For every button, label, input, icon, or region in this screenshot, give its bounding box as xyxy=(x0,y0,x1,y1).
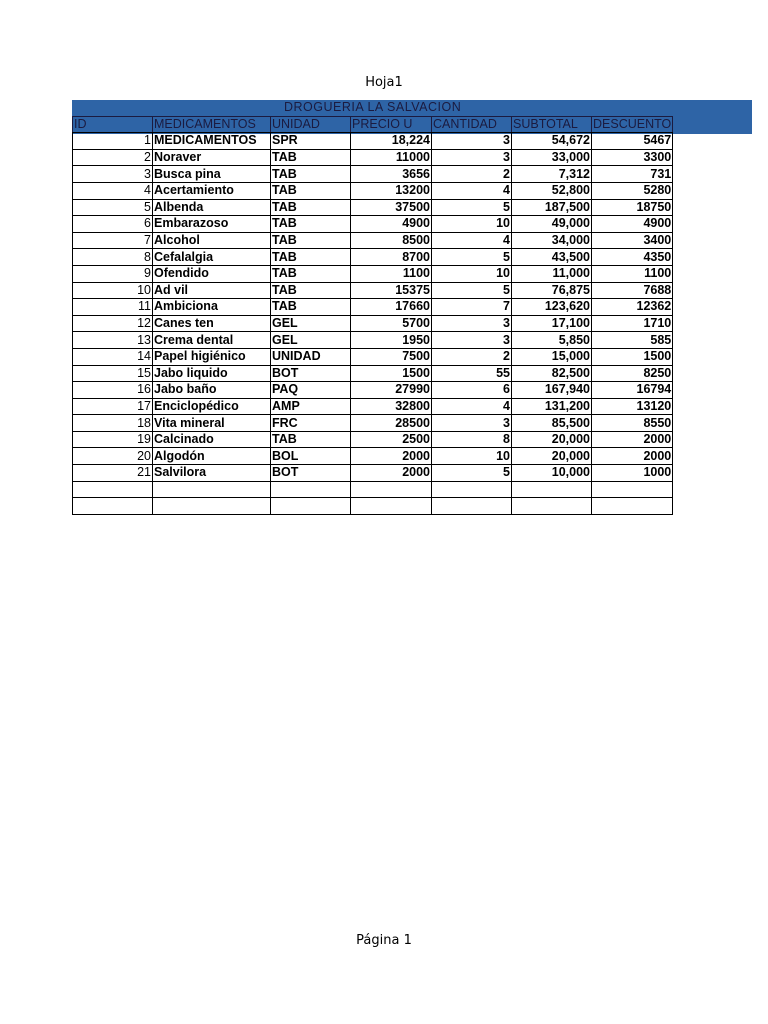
cell-id[interactable]: 9 xyxy=(73,265,153,282)
cell-unidad[interactable]: FRC xyxy=(271,415,351,432)
empty-cell[interactable] xyxy=(512,481,592,498)
cell-medicamento[interactable]: Embarazoso xyxy=(153,216,271,233)
cell-medicamento[interactable]: Ambiciona xyxy=(153,299,271,316)
cell-id[interactable]: 6 xyxy=(73,216,153,233)
table-row xyxy=(73,149,673,166)
cell-cantidad[interactable]: 3 xyxy=(432,149,512,166)
cell-unidad[interactable]: TAB xyxy=(271,249,351,266)
empty-cell[interactable] xyxy=(592,481,673,498)
cell-subtotal[interactable]: 54,672 xyxy=(512,133,592,150)
cell-subtotal[interactable]: 10,000 xyxy=(512,465,592,482)
cell-cantidad[interactable]: 8 xyxy=(432,431,512,448)
cell-unidad[interactable]: SPR xyxy=(271,133,351,150)
cell-subtotal[interactable]: 5,850 xyxy=(512,332,592,349)
cell-unidad[interactable]: TAB xyxy=(271,232,351,249)
cell-cantidad[interactable]: 5 xyxy=(432,249,512,266)
cell-precio-u[interactable]: 28500 xyxy=(351,415,432,432)
cell-medicamento[interactable]: Jabo baño xyxy=(153,382,271,399)
cell-unidad[interactable]: TAB xyxy=(271,299,351,316)
table-row xyxy=(73,365,673,382)
table-row xyxy=(73,465,673,482)
cell-subtotal[interactable]: 187,500 xyxy=(512,199,592,216)
cell-precio-u[interactable]: 17660 xyxy=(351,299,432,316)
cell-descuento[interactable]: 585 xyxy=(592,332,673,349)
cell-medicamento[interactable]: Papel higiénico xyxy=(153,348,271,365)
cell-subtotal[interactable]: 49,000 xyxy=(512,216,592,233)
empty-cell[interactable] xyxy=(271,498,351,515)
cell-id[interactable]: 3 xyxy=(73,166,153,183)
cell-id[interactable]: 21 xyxy=(73,465,153,482)
cell-descuento[interactable]: 5280 xyxy=(592,182,673,199)
empty-cell[interactable] xyxy=(73,498,153,515)
cell-cantidad[interactable]: 10 xyxy=(432,216,512,233)
cell-medicamento[interactable]: Ofendido xyxy=(153,265,271,282)
cell-subtotal[interactable]: 7,312 xyxy=(512,166,592,183)
cell-medicamento[interactable]: Algodón xyxy=(153,448,271,465)
cell-medicamento[interactable]: Busca pina xyxy=(153,166,271,183)
cell-descuento[interactable]: 16794 xyxy=(592,382,673,399)
cell-cantidad[interactable]: 5 xyxy=(432,199,512,216)
empty-cell[interactable] xyxy=(351,481,432,498)
cell-subtotal[interactable]: 167,940 xyxy=(512,382,592,399)
cell-unidad[interactable]: TAB xyxy=(271,149,351,166)
cell-medicamento[interactable]: Crema dental xyxy=(153,332,271,349)
cell-unidad[interactable]: TAB xyxy=(271,182,351,199)
cell-medicamento[interactable]: Jabo liquido xyxy=(153,365,271,382)
header-id[interactable]: ID xyxy=(73,116,153,133)
cell-medicamento[interactable]: Salvilora xyxy=(153,465,271,482)
cell-subtotal[interactable]: 20,000 xyxy=(512,448,592,465)
cell-unidad[interactable]: BOT xyxy=(271,465,351,482)
cell-cantidad[interactable]: 4 xyxy=(432,398,512,415)
empty-cell[interactable] xyxy=(153,481,271,498)
cell-medicamento[interactable]: Calcinado xyxy=(153,431,271,448)
cell-cantidad[interactable]: 5 xyxy=(432,282,512,299)
cell-id[interactable]: 7 xyxy=(73,232,153,249)
cell-precio-u[interactable]: 8500 xyxy=(351,232,432,249)
cell-descuento[interactable]: 8550 xyxy=(592,415,673,432)
table-title: DROGUERIA LA SALVACION xyxy=(73,100,673,116)
cell-cantidad[interactable]: 2 xyxy=(432,166,512,183)
cell-cantidad[interactable]: 2 xyxy=(432,348,512,365)
cell-subtotal[interactable]: 52,800 xyxy=(512,182,592,199)
cell-precio-u[interactable]: 7500 xyxy=(351,348,432,365)
cell-medicamento[interactable]: Cefalalgia xyxy=(153,249,271,266)
cell-subtotal[interactable]: 76,875 xyxy=(512,282,592,299)
cell-id[interactable]: 10 xyxy=(73,282,153,299)
cell-medicamento[interactable]: Enciclopédico xyxy=(153,398,271,415)
cell-subtotal[interactable]: 17,100 xyxy=(512,315,592,332)
cell-unidad[interactable]: BOT xyxy=(271,365,351,382)
cell-id[interactable]: 17 xyxy=(73,398,153,415)
cell-precio-u[interactable]: 32800 xyxy=(351,398,432,415)
cell-precio-u[interactable]: 3656 xyxy=(351,166,432,183)
cell-subtotal[interactable]: 123,620 xyxy=(512,299,592,316)
cell-id[interactable]: 12 xyxy=(73,315,153,332)
table-row xyxy=(73,249,673,266)
cell-medicamento[interactable]: Ad vil xyxy=(153,282,271,299)
cell-precio-u[interactable]: 1100 xyxy=(351,265,432,282)
table-row xyxy=(73,232,673,249)
cell-medicamento[interactable]: Acertamiento xyxy=(153,182,271,199)
cell-descuento[interactable]: 4900 xyxy=(592,216,673,233)
cell-unidad[interactable]: TAB xyxy=(271,282,351,299)
cell-medicamento[interactable]: Albenda xyxy=(153,199,271,216)
cell-descuento[interactable]: 7688 xyxy=(592,282,673,299)
table-row xyxy=(73,382,673,399)
cell-id[interactable]: 20 xyxy=(73,448,153,465)
cell-descuento[interactable]: 3400 xyxy=(592,232,673,249)
sheet-name: Hoja1 xyxy=(365,75,403,90)
cell-precio-u[interactable]: 13200 xyxy=(351,182,432,199)
table-row xyxy=(73,332,673,349)
empty-cell[interactable] xyxy=(73,481,153,498)
table-row xyxy=(73,199,673,216)
cell-medicamento[interactable]: Noraver xyxy=(153,149,271,166)
cell-precio-u[interactable]: 8700 xyxy=(351,249,432,266)
cell-descuento[interactable]: 4350 xyxy=(592,249,673,266)
table-row xyxy=(73,348,673,365)
cell-unidad[interactable]: TAB xyxy=(271,166,351,183)
table-row xyxy=(73,216,673,233)
empty-cell[interactable] xyxy=(271,481,351,498)
cell-id[interactable]: 1 xyxy=(73,133,153,150)
cell-precio-u[interactable]: 5700 xyxy=(351,315,432,332)
table-row xyxy=(73,448,673,465)
cell-precio-u[interactable]: 1950 xyxy=(351,332,432,349)
cell-descuento[interactable]: 2000 xyxy=(592,448,673,465)
cell-medicamento[interactable]: Canes ten xyxy=(153,315,271,332)
table-row xyxy=(73,431,673,448)
cell-descuento[interactable]: 5467 xyxy=(592,133,673,150)
header-descuento[interactable]: DESCUENTO xyxy=(593,116,672,131)
cell-cantidad[interactable]: 6 xyxy=(432,382,512,399)
cell-descuento[interactable]: 731 xyxy=(592,166,673,183)
cell-cantidad[interactable]: 3 xyxy=(432,415,512,432)
cell-descuento[interactable]: 2000 xyxy=(592,431,673,448)
cell-precio-u[interactable]: 2000 xyxy=(351,465,432,482)
header-medicamentos[interactable]: MEDICAMENTOS xyxy=(153,116,271,133)
cell-cantidad[interactable]: 3 xyxy=(432,315,512,332)
cell-descuento[interactable]: 3300 xyxy=(592,149,673,166)
cell-cantidad[interactable]: 10 xyxy=(432,265,512,282)
cell-descuento[interactable]: 8250 xyxy=(592,365,673,382)
cell-id[interactable]: 2 xyxy=(73,149,153,166)
cell-cantidad[interactable]: 3 xyxy=(432,332,512,349)
cell-id[interactable]: 5 xyxy=(73,199,153,216)
cell-medicamento[interactable]: Alcohol xyxy=(153,232,271,249)
cell-precio-u[interactable]: 1500 xyxy=(351,365,432,382)
table-row xyxy=(73,182,673,199)
cell-unidad[interactable]: PAQ xyxy=(271,382,351,399)
cell-unidad[interactable]: UNIDAD xyxy=(271,348,351,365)
empty-row xyxy=(73,498,673,515)
cell-precio-u[interactable]: 2500 xyxy=(351,431,432,448)
empty-cell[interactable] xyxy=(351,498,432,515)
empty-cell[interactable] xyxy=(432,481,512,498)
cell-id[interactable]: 14 xyxy=(73,348,153,365)
cell-subtotal[interactable]: 33,000 xyxy=(512,149,592,166)
cell-precio-u[interactable]: 37500 xyxy=(351,199,432,216)
cell-unidad[interactable]: TAB xyxy=(271,265,351,282)
cell-descuento[interactable]: 1100 xyxy=(592,265,673,282)
cell-precio-u[interactable]: 27990 xyxy=(351,382,432,399)
cell-id[interactable]: 19 xyxy=(73,431,153,448)
empty-cell[interactable] xyxy=(432,498,512,515)
cell-subtotal[interactable]: 34,000 xyxy=(512,232,592,249)
header-cantidad[interactable]: CANTIDAD xyxy=(432,116,512,133)
table-title-row xyxy=(73,100,673,116)
cell-subtotal[interactable]: 131,200 xyxy=(512,398,592,415)
cell-subtotal[interactable]: 15,000 xyxy=(512,348,592,365)
table-row xyxy=(73,398,673,415)
cell-precio-u[interactable]: 15375 xyxy=(351,282,432,299)
table-row xyxy=(73,166,673,183)
cell-unidad[interactable]: TAB xyxy=(271,216,351,233)
cell-cantidad[interactable]: 5 xyxy=(432,465,512,482)
empty-cell[interactable] xyxy=(592,498,673,515)
table-row xyxy=(73,415,673,432)
cell-descuento[interactable]: 1000 xyxy=(592,465,673,482)
empty-row xyxy=(73,481,673,498)
cell-cantidad[interactable]: 10 xyxy=(432,448,512,465)
table-header-row xyxy=(73,116,673,133)
cell-id[interactable]: 16 xyxy=(73,382,153,399)
cell-descuento[interactable]: 13120 xyxy=(592,398,673,415)
table-row xyxy=(73,315,673,332)
cell-unidad[interactable]: AMP xyxy=(271,398,351,415)
data-table xyxy=(72,100,673,515)
empty-cell[interactable] xyxy=(153,498,271,515)
cell-medicamento[interactable]: MEDICAMENTOS xyxy=(153,133,271,150)
cell-cantidad[interactable]: 55 xyxy=(432,365,512,382)
cell-medicamento[interactable]: Vita mineral xyxy=(153,415,271,432)
cell-subtotal[interactable]: 11,000 xyxy=(512,265,592,282)
cell-subtotal[interactable]: 43,500 xyxy=(512,249,592,266)
cell-id[interactable]: 8 xyxy=(73,249,153,266)
table-row xyxy=(73,282,673,299)
cell-cantidad[interactable]: 3 xyxy=(432,133,512,150)
cell-cantidad[interactable]: 4 xyxy=(432,232,512,249)
empty-cell[interactable] xyxy=(512,498,592,515)
cell-unidad[interactable]: GEL xyxy=(271,315,351,332)
cell-id[interactable]: 4 xyxy=(73,182,153,199)
cell-precio-u[interactable]: 18,224 xyxy=(351,133,432,150)
cell-descuento[interactable]: 18750 xyxy=(592,199,673,216)
cell-precio-u[interactable]: 11000 xyxy=(351,149,432,166)
cell-subtotal[interactable]: 82,500 xyxy=(512,365,592,382)
cell-descuento[interactable]: 1500 xyxy=(592,348,673,365)
cell-id[interactable]: 15 xyxy=(73,365,153,382)
cell-precio-u[interactable]: 2000 xyxy=(351,448,432,465)
cell-subtotal[interactable]: 20,000 xyxy=(512,431,592,448)
table-row xyxy=(73,299,673,316)
cell-id[interactable]: 11 xyxy=(73,299,153,316)
cell-descuento[interactable]: 12362 xyxy=(592,299,673,316)
header-unidad[interactable]: UNIDAD xyxy=(271,116,351,133)
cell-unidad[interactable]: TAB xyxy=(271,431,351,448)
cell-unidad[interactable]: BOL xyxy=(271,448,351,465)
header-precio-u[interactable]: PRECIO U xyxy=(351,116,432,133)
cell-unidad[interactable]: GEL xyxy=(271,332,351,349)
cell-cantidad[interactable]: 4 xyxy=(432,182,512,199)
cell-descuento[interactable]: 1710 xyxy=(592,315,673,332)
table-row xyxy=(73,133,673,150)
cell-subtotal[interactable]: 85,500 xyxy=(512,415,592,432)
cell-id[interactable]: 18 xyxy=(73,415,153,432)
cell-id[interactable]: 13 xyxy=(73,332,153,349)
cell-unidad[interactable]: TAB xyxy=(271,199,351,216)
page-footer: Página 1 xyxy=(356,933,412,948)
cell-precio-u[interactable]: 4900 xyxy=(351,216,432,233)
table-row xyxy=(73,265,673,282)
header-subtotal[interactable]: SUBTOTAL xyxy=(512,116,592,133)
cell-cantidad[interactable]: 7 xyxy=(432,299,512,316)
